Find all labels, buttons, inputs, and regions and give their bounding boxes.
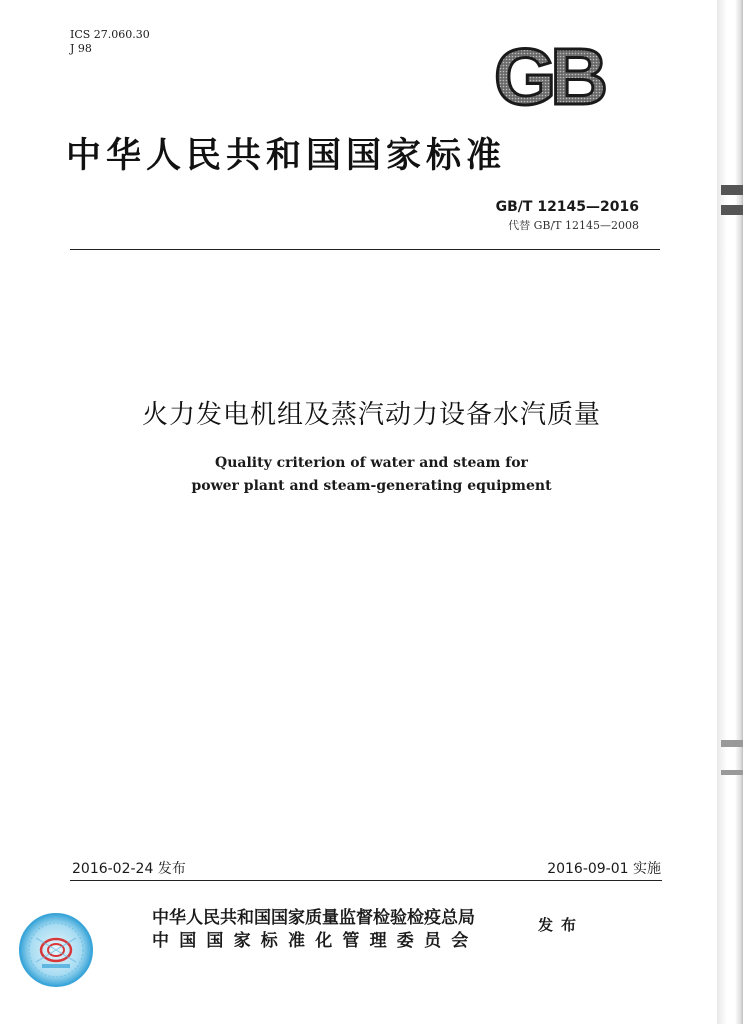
scan-edge-mark xyxy=(721,770,743,775)
replaces-standard-number: 代替 GB/T 12145—2008 xyxy=(508,219,639,232)
issue-date: 2016-02-24 发布 xyxy=(72,861,186,877)
document-title-en-line1: Quality criterion of water and steam for xyxy=(215,455,528,471)
bottom-divider xyxy=(70,880,662,881)
publish-label: 发布 xyxy=(538,916,585,934)
standard-number: GB/T 12145—2016 xyxy=(495,199,639,215)
gb-logo-text: GB xyxy=(494,40,602,112)
implementation-date: 2016-09-01 实施 xyxy=(547,861,661,877)
document-title-en-line2: power plant and steam-generating equipment xyxy=(191,478,552,494)
scan-edge-mark xyxy=(721,185,743,195)
gb-logo xyxy=(478,40,618,112)
ics-code: ICS 27.060.30 xyxy=(70,28,150,41)
scan-edge-mark xyxy=(721,740,743,747)
ccs-code: J 98 xyxy=(70,42,92,55)
scan-edge-mark xyxy=(721,205,743,215)
anti-counterfeit-seal-icon xyxy=(18,912,94,988)
document-title-cn: 火力发电机组及蒸汽动力设备水汽质量 xyxy=(141,400,601,430)
national-standard-title: 中华人民共和国国家标准 xyxy=(66,135,507,176)
issuer-sac: 中国国家标准化管理委员会 xyxy=(152,931,479,951)
issuer-aqsiq: 中华人民共和国国家质量监督检验检疫总局 xyxy=(152,908,475,928)
top-divider xyxy=(70,249,660,250)
scan-edge xyxy=(717,0,743,1024)
